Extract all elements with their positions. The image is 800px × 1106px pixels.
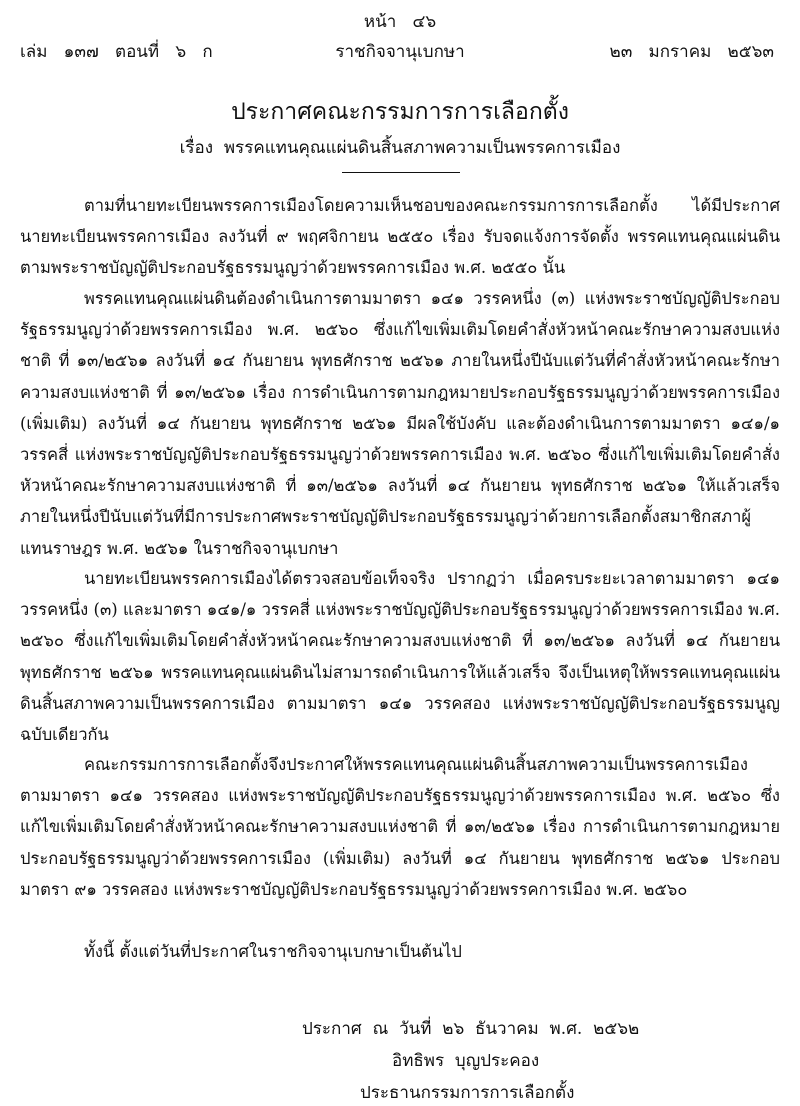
paragraph-2: พรรคแทนคุณแผ่นดินต้องดำเนินการตามมาตรา ๑๔๑ วรรคหนึ่ง (๓) แห่งพระราชบัญญัติประกอบรัฐธรรมนูญว่าด้วยพรรคการเมือง พ.ศ. ๒๕๖๐ ซึ่งแก้ไขเพิ่มเติมโดยคำสั่งหัวหน้าคณะรักษาความสงบแห่งชาติ ที่ ๑๓/๒๕๖๑ ลงวันที่ ๑๔ กันยายน พุทธศักราช ๒๕๖๑ ภายในหนึ่งปีนับแต่วันที่คำสั่งหัวหน้าคณะรักษาความสงบแห่งชาติ ที่ ๑๓/๒๕๖๑ เรื่อง การดำเนินการตามกฎหมายประกอบรัฐธรรมนูญว่าด้วยพรรคการเมือง (เพิ่มเติม) ลงวันที่ ๑๔ กันยายน พุทธศักราช ๒๕๖๑ มีผลใช้บังคับ และต้องดำเนินการตามมาตรา ๑๔๑/๑ วรรคสี่ แห่งพระราชบัญญัติประกอบรัฐธรรมนูญว่าด้วยพรรคการเมือง พ.ศ. ๒๕๖๐ ซึ่งแก้ไขเพิ่มเติมโดยคำสั่งหัวหน้าคณะรักษาความสงบแห่งชาติ ที่ ๑๓/๒๕๖๑ ลงวันที่ ๑๔ กันยายน พุทธศักราช ๒๕๖๑ ให้แล้วเสร็จภายในหนึ่งปีนับแต่วันที่มีการประกาศพระราชบัญญัติประกอบรัฐธรรมนูญว่าด้วยการเลือกตั้งสมาชิกสภาผู้แทนราษฎร พ.ศ. ๒๕๖๑ ในราชกิจจานุเบกษา (20, 289, 780, 558)
announced-on: ประกาศ ณ วันที่ ๒๖ ธันวาคม พ.ศ. ๒๕๖๒ (302, 1019, 640, 1039)
page-number: หน้า ๔๖ (363, 12, 437, 32)
signatory-name: อิทธิพร บุญประคอง (392, 1051, 540, 1071)
volume-issue: เล่ม ๑๓๗ ตอนที่ ๖ ก (20, 42, 213, 62)
paragraph-1: ตามที่นายทะเบียนพรรคการเมืองโดยความเห็นชอบของคณะกรรมการการเลือกตั้ง ได้มีประกาศนายทะเบียนพรรคการเมือง ลงวันที่ ๙ พฤศจิกายน ๒๕๕๐ เรื่อง รับจดแจ้งการจัดตั้ง พรรคแทนคุณแผ่นดิน ตามพระราชบัญญัติประกอบรัฐธรรมนูญว่าด้วยพรรคการเมือง พ.ศ. ๒๕๕๐ นั้น (20, 196, 780, 278)
paragraph-5: ทั้งนี้ ตั้งแต่วันที่ประกาศในราชกิจจานุเบกษาเป็นต้นไป (84, 942, 462, 961)
publication-date: ๒๓ มกราคม ๒๕๖๓ (609, 42, 774, 62)
signatory-position: ประธานกรรมการการเลือกตั้ง (360, 1083, 575, 1103)
signature-position-line (0, 1039, 800, 1103)
paragraph-3: นายทะเบียนพรรคการเมืองได้ตรวจสอบข้อเท็จจริง ปรากฏว่า เมื่อครบระยะเวลาตามมาตรา ๑๔๑ วรรคหนึ่ง (๓) และมาตรา ๑๔๑/๑ วรรคสี่ แห่งพระราชบัญญัติประกอบรัฐธรรมนูญว่าด้วยพรรคการเมือง พ.ศ. ๒๕๖๐ ซึ่งแก้ไขเพิ่มเติมโดยคำสั่งหัวหน้าคณะรักษาความสงบแห่งชาติ ที่ ๑๓/๒๕๖๑ ลงวันที่ ๑๔ กันยายน พุทธศักราช ๒๕๖๑ พรรคแทนคุณแผ่นดินไม่สามารถดำเนินการให้แล้วเสร็จ จึงเป็นเหตุให้พรรคแทนคุณแผ่นดินสิ้นสภาพความเป็นพรรคการเมือง ตามมาตรา ๑๔๑ วรรคสอง แห่งพระราชบัญญัติประกอบรัฐธรรมนูญฉบับเดียวกัน (20, 569, 780, 745)
title-divider (342, 172, 460, 173)
paragraph-4: คณะกรรมการการเลือกตั้งจึงประกาศให้พรรคแทนคุณแผ่นดินสิ้นสภาพความเป็นพรรคการเมือง ตามมาตรา ๑๔๑ วรรคสอง แห่งพระราชบัญญัติประกอบรัฐธรรมนูญว่าด้วยพรรคการเมือง พ.ศ. ๒๕๖๐ ซึ่งแก้ไขเพิ่มเติมโดยคำสั่งหัวหน้าคณะรักษาความสงบแห่งชาติ ที่ ๑๓/๒๕๖๑ เรื่อง การดำเนินการตามกฎหมายประกอบรัฐธรรมนูญว่าด้วยพรรคการเมือง (เพิ่มเติม) ลงวันที่ ๑๔ กันยายน พุทธศักราช ๒๕๖๑ ประกอบมาตรา ๙๑ วรรคสอง แห่งพระราชบัญญัติประกอบรัฐธรรมนูญว่าด้วยพรรคการเมือง พ.ศ. ๒๕๖๐ (20, 755, 780, 899)
announcement-title: ประกาศคณะกรรมการการเลือกตั้ง (231, 99, 569, 125)
publication-name: ราชกิจจานุเบกษา (335, 42, 465, 62)
announcement-subject: เรื่อง พรรคแทนคุณแผ่นดินสิ้นสภาพความเป็นพรรคการเมือง (179, 138, 621, 158)
